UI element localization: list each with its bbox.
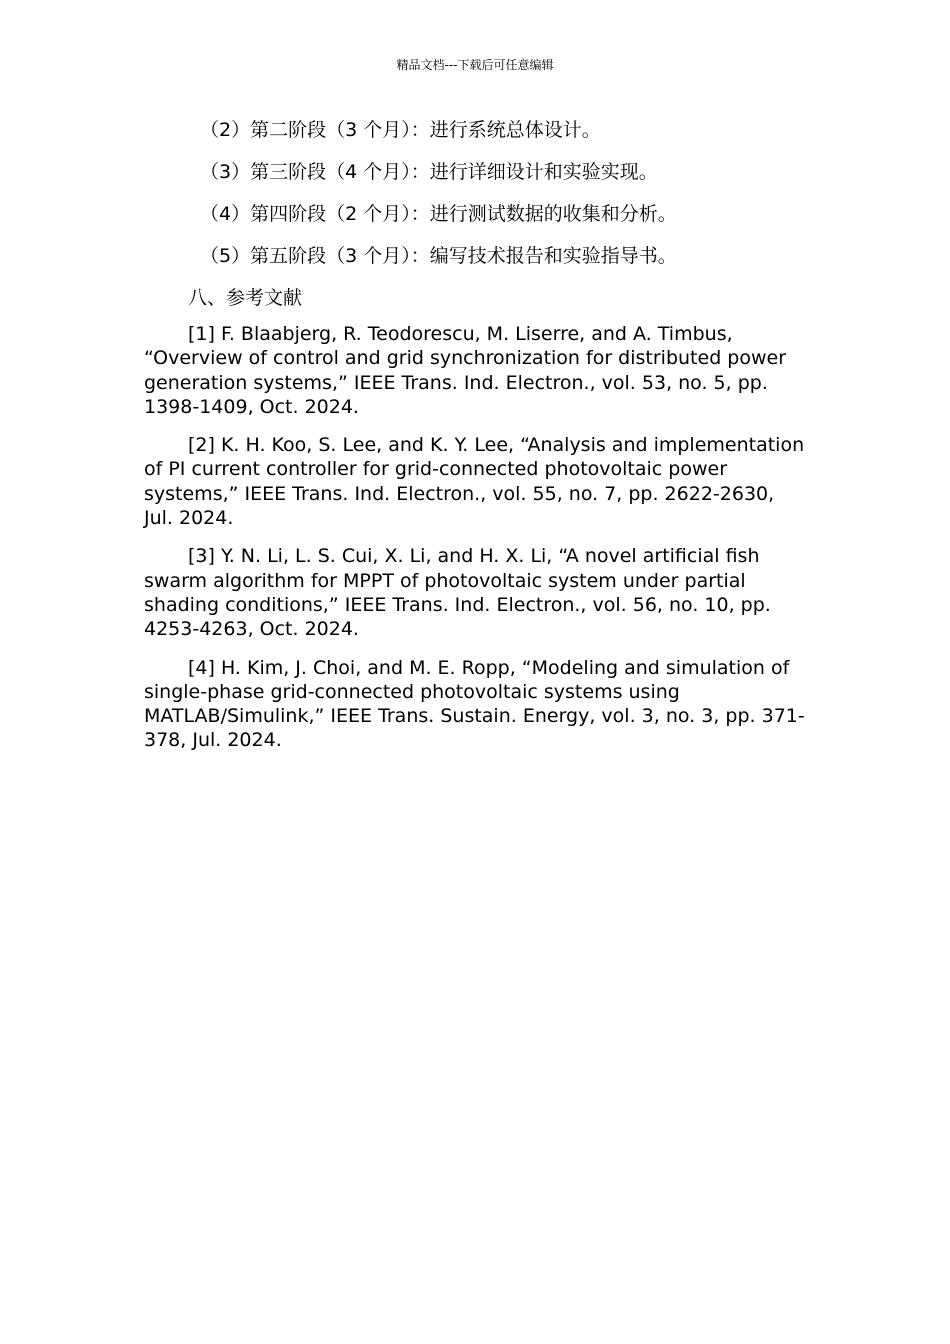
stage-item: （3）第三阶段（4 个月）：进行详细设计和实验实现。 bbox=[200, 161, 658, 183]
reference-item: [4] H. Kim, J. Choi, and M. E. Ropp, “Modeling and simulation of single-phase grid-connected photovoltaic systems using MATLAB/Simulink,” IEEE Trans. Sustain. Energy, vol. 3, no. 3, pp. 371-378, Jul. 2024. bbox=[144, 656, 805, 752]
reference-item: [1] F. Blaabjerg, R. Teodorescu, M. Liserre, and A. Timbus, “Overview of control and grid synchronization for distributed power generation systems,” IEEE Trans. Ind. Electron., vol. 53, no. 5, pp. 1398-1409, Oct. 2024. bbox=[144, 323, 787, 418]
page-header: 精品文档---下载后可任意编辑 bbox=[396, 58, 554, 72]
reference-item: [3] Y. N. Li, L. S. Cui, X. Li, and H. X. Li, “A novel artificial fish swarm algorithm for MPPT of photovoltaic system under partial shading conditions,” IEEE Trans. Ind. Electron., vol. 56, no. 10, pp. 4253-4263, Oct. 2024. bbox=[144, 545, 771, 641]
references-heading: 八、参考文献 bbox=[188, 287, 303, 309]
document-body bbox=[144, 116, 809, 767]
stage-item: （5）第五阶段（3 个月）：编写技术报告和实验指导书。 bbox=[200, 245, 677, 267]
stage-item: （4）第四阶段（2 个月）：进行测试数据的收集和分析。 bbox=[200, 203, 677, 225]
stage-item: （2）第二阶段（3 个月）：进行系统总体设计。 bbox=[200, 119, 601, 141]
reference-item: [2] K. H. Koo, S. Lee, and K. Y. Lee, “Analysis and implementation of PI current controller for grid-connected photovoltaic power systems,” IEEE Trans. Ind. Electron., vol. 55, no. 7, pp. 2622-2630, Jul. 2024. bbox=[144, 434, 805, 530]
